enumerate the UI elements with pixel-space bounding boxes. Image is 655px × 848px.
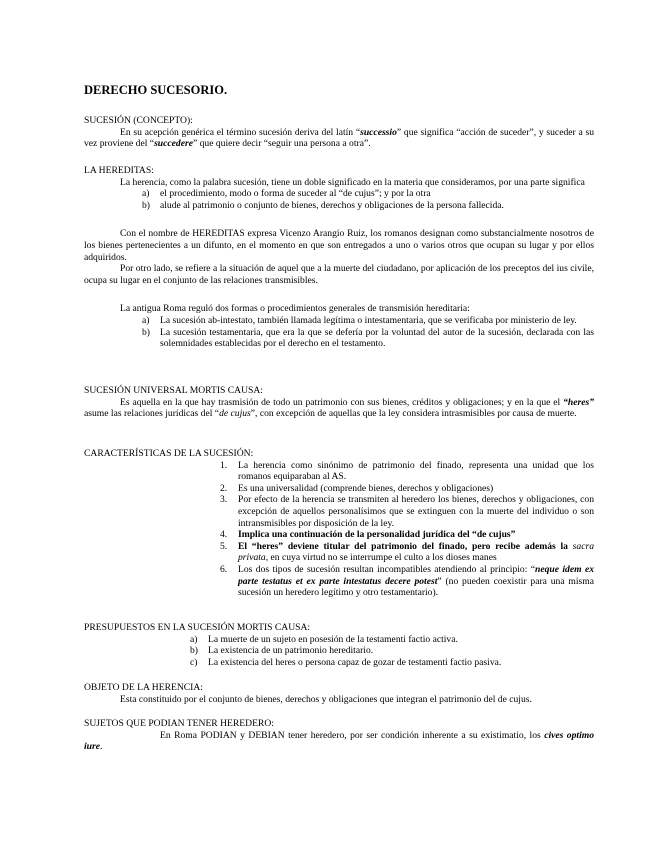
list-item xyxy=(142,200,594,212)
list-marker: 2. xyxy=(220,482,228,494)
latin-term: neque idem ex parte testatus et ex parte intestatus decere potest xyxy=(238,563,594,587)
text-run: ”, con excepción de aquellas que la ley considera intrasmisibles por causa de muerte. xyxy=(250,408,577,420)
text-run: En su acepción genérica el término sucesión deriva del latín “ xyxy=(120,126,361,138)
text-run: , en cuya virtud no se interrumpe el culto a los dioses manes xyxy=(265,552,497,564)
list-marker: a) xyxy=(142,188,150,200)
list-text xyxy=(238,541,594,564)
list-item xyxy=(190,657,594,669)
section-heading: OBJETO DE LA HERENCIA: xyxy=(84,682,203,693)
list-item xyxy=(190,634,594,646)
section-hereditas xyxy=(84,165,594,350)
section-sucesion xyxy=(84,115,594,150)
list-text xyxy=(238,564,594,599)
text-run: ” que quiere decir “seguir una persona a otra”. xyxy=(192,138,371,150)
paragraph: La antigua Roma reguló dos formas o procedimientos generales de transmisión hereditaria: xyxy=(120,303,470,315)
latin-term: succedere xyxy=(154,138,193,150)
list-item xyxy=(220,529,594,541)
list-text: La existencia de un patrimonio hereditario. xyxy=(208,645,374,657)
section-presupuestos xyxy=(84,622,594,668)
section-objeto xyxy=(84,682,594,705)
text-run: . xyxy=(100,741,103,753)
text-run: Los dos tipos de sucesión resultan incompatibles atendiendo al principio: “ xyxy=(238,563,536,575)
section-heading: SUCESIÓN (CONCEPTO): xyxy=(84,115,193,126)
list-marker: b) xyxy=(142,326,150,338)
section-heading: LA HEREDITAS: xyxy=(84,165,154,176)
list-text: La muerte de un sujeto en posesión de la testamenti factio activa. xyxy=(208,633,458,645)
latin-term: “heres” xyxy=(563,396,594,408)
list-marker: a) xyxy=(190,633,198,645)
paragraph: Esta constituido por el conjunto de bienes, derechos y obligaciones que integran el patrimonio del de cujus. xyxy=(120,693,532,705)
latin-term: successio xyxy=(360,126,397,138)
list-item xyxy=(220,564,594,599)
list-item xyxy=(142,327,594,350)
latin-term: sacra privata xyxy=(238,540,594,564)
list-text: alude al patrimonio o conjunto de bienes, derechos y obligaciones de la persona fallecida. xyxy=(160,199,504,211)
list-item xyxy=(220,483,594,495)
list-text: el procedimiento, modo o forma de suceder al “de cujus”; y por la otra xyxy=(160,188,431,200)
paragraph: La herencia, como la palabra sucesión, tiene un doble significado en la materia que consideramos, por una parte significa xyxy=(120,176,585,188)
list-text: Por efecto de la herencia se transmiten al heredero los bienes, derechos y obligaciones, con excepción de aquellos personalísimos que se extinguen con la muerte del individuo o son intransmisibles por disposición de la ley. xyxy=(238,494,594,529)
paragraph xyxy=(84,730,594,753)
list-marker: 4. xyxy=(220,529,228,541)
document-title: DERECHO SUCESORIO. xyxy=(84,83,228,97)
latin-term: cives optimo iure xyxy=(84,729,594,753)
list-marker: 6. xyxy=(220,563,228,575)
list-marker: b) xyxy=(190,645,198,657)
list-item xyxy=(220,494,594,529)
list-text: Implica una continuación de la personalidad jurídica del “de cujus” xyxy=(238,529,516,541)
section-sujetos xyxy=(84,718,594,753)
list-item xyxy=(142,315,594,327)
list-text: Es una universalidad (comprende bienes, derechos y obligaciones) xyxy=(238,482,494,494)
paragraph xyxy=(84,127,594,150)
list-marker: c) xyxy=(190,656,198,668)
text-run: Es aquella en la que hay trasmisión de todo un patrimonio con sus bienes, créditos y obligaciones; y en la que el xyxy=(120,396,564,408)
latin-term: de cujus xyxy=(219,408,251,420)
text-run: ” que significa “acción de suceder”, y suceder a su vez proviene del “ xyxy=(84,126,594,150)
list-marker: b) xyxy=(142,199,150,211)
paragraph: Por otro lado, se refiere a la situación de aquel que a la muerte del ciudadano, por aplicación de los preceptos del ius civile, ocupa su lugar en el conjunto de las relaciones transmisibles. xyxy=(84,263,594,286)
list-marker: 1. xyxy=(220,459,228,471)
section-sucesion-universal xyxy=(84,385,594,420)
text-run: asume las relaciones jurídicas del “ xyxy=(84,408,220,420)
list-item xyxy=(220,460,594,483)
list-marker: 5. xyxy=(220,540,228,552)
section-heading: SUCESIÓN UNIVERSAL MORTIS CAUSA: xyxy=(84,385,263,396)
list-text: La sucesión ab-intestato, también llamada legítima o intestamentaria, que se verificaba por ministerio de ley. xyxy=(160,314,577,326)
text-run: El “heres” deviene titular del patrimonio del finado, pero recibe además la xyxy=(238,540,573,552)
section-heading: SUJETOS QUE PODIAN TENER HEREDERO: xyxy=(84,718,274,729)
list-item xyxy=(220,541,594,564)
list-text: La herencia como sinónimo de patrimonio del finado, representa una unidad que los romanos equiparaban al AS. xyxy=(238,459,594,483)
list-text: La existencia del heres o persona capaz de gozar de testamenti factio pasiva. xyxy=(208,656,502,668)
section-caracteristicas xyxy=(84,448,594,599)
text-run: En Roma PODIAN y DEBIAN tener heredero, por ser condición inherente a su existimatio, los xyxy=(160,729,545,741)
paragraph: Con el nombre de HEREDITAS expresa Vicenzo Arangio Ruiz, los romanos designan como substancialmente nosotros de los bienes pertenecientes a un difunto, en el momento en que son entregados a uno o varios otros que ocupan su lugar y por ellos adquiridos. xyxy=(84,228,594,263)
paragraph xyxy=(84,397,594,420)
section-heading: PRESUPUESTOS EN LA SUCESIÓN MORTIS CAUSA: xyxy=(84,622,311,633)
text-run: ” (no pueden coexistir para una misma sucesión un heredero legítimo y otro testamentario). xyxy=(238,575,594,599)
section-heading: CARACTERÍSTICAS DE LA SUCESIÓN: xyxy=(84,448,254,459)
list-item xyxy=(190,645,594,657)
list-marker: 3. xyxy=(220,494,228,506)
list-marker: a) xyxy=(142,314,150,326)
list-item xyxy=(142,188,594,200)
list-text: La sucesión testamentaria, que era la que se defería por la voluntad del autor de la sucesión, declarada con las solemnidades establecidas por el derecho en el testamento. xyxy=(160,326,594,350)
